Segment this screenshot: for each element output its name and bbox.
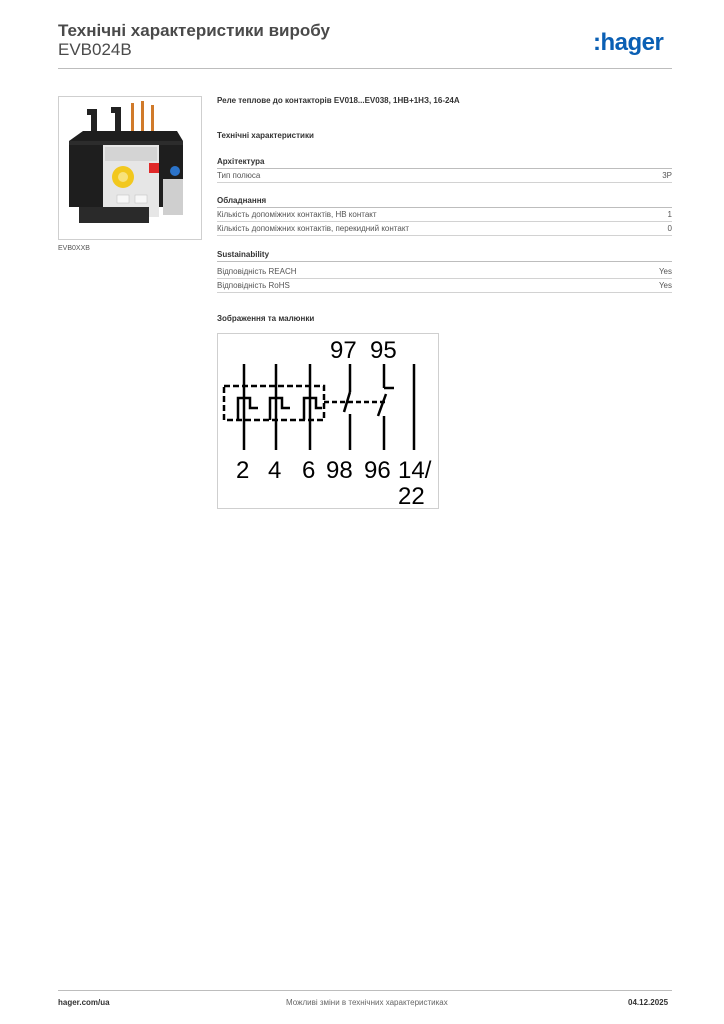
spec-name: Відповідність REACH: [217, 266, 297, 276]
thermal-relay-illustration: [59, 97, 201, 239]
terminal-14-label: 14/: [398, 457, 432, 484]
spec-row: [217, 222, 672, 236]
wiring-diagram: [217, 333, 439, 509]
images-heading: Зображення та малюнки: [217, 314, 315, 323]
spec-value: 3P: [662, 170, 672, 180]
product-image-caption: EVB0XXB: [58, 245, 90, 252]
terminal-22-label: 22: [398, 483, 425, 508]
spec-name: Тип полюса: [217, 170, 261, 180]
spec-group-sustainability: Sustainability: [217, 250, 672, 262]
spec-value: 0: [667, 223, 672, 233]
spec-row: [217, 265, 672, 279]
terminal-96-label: 96: [364, 457, 391, 484]
terminal-4-label: 4: [268, 457, 282, 484]
product-reference: EVB024B: [58, 40, 132, 59]
spec-name: Відповідність RoHS: [217, 280, 290, 290]
spec-row: [217, 169, 672, 183]
spec-value: 1: [667, 209, 672, 219]
specs-heading: Технічні характеристики: [217, 131, 314, 140]
hager-logo: :hager: [593, 29, 664, 56]
header-divider: [58, 68, 672, 69]
page-title: Технічні характеристики виробу: [58, 21, 330, 40]
product-image: [58, 96, 202, 240]
footer-website-link[interactable]: hager.com/ua: [58, 998, 110, 1007]
spec-group-equipment: Обладнання: [217, 196, 672, 208]
spec-name: Кількість допоміжних контактів, перекидний контакт: [217, 223, 410, 233]
wiring-diagram-svg: [218, 334, 438, 508]
footer-disclaimer: Можливі зміни в технічних характеристиках: [286, 998, 448, 1007]
terminal-2-label: 2: [236, 457, 250, 484]
footer-date: 04.12.2025: [628, 998, 669, 1007]
terminal-6-label: 6: [302, 457, 316, 484]
terminal-97-label: 97: [330, 337, 357, 364]
spec-name: Кількість допоміжних контактів, НВ контакт: [217, 209, 377, 219]
spec-value: Yes: [658, 266, 672, 276]
spec-row: [217, 279, 672, 293]
terminal-98-label: 98: [326, 457, 353, 484]
product-description: Реле теплове до контакторів EV018...EV038, 1НВ+1НЗ, 16-24А: [217, 96, 460, 105]
terminal-95-label: 95: [370, 337, 397, 364]
footer-divider: [58, 990, 672, 991]
spec-group-architecture: Архітектура: [217, 157, 672, 169]
spec-value: Yes: [658, 280, 672, 290]
spec-row: [217, 208, 672, 222]
